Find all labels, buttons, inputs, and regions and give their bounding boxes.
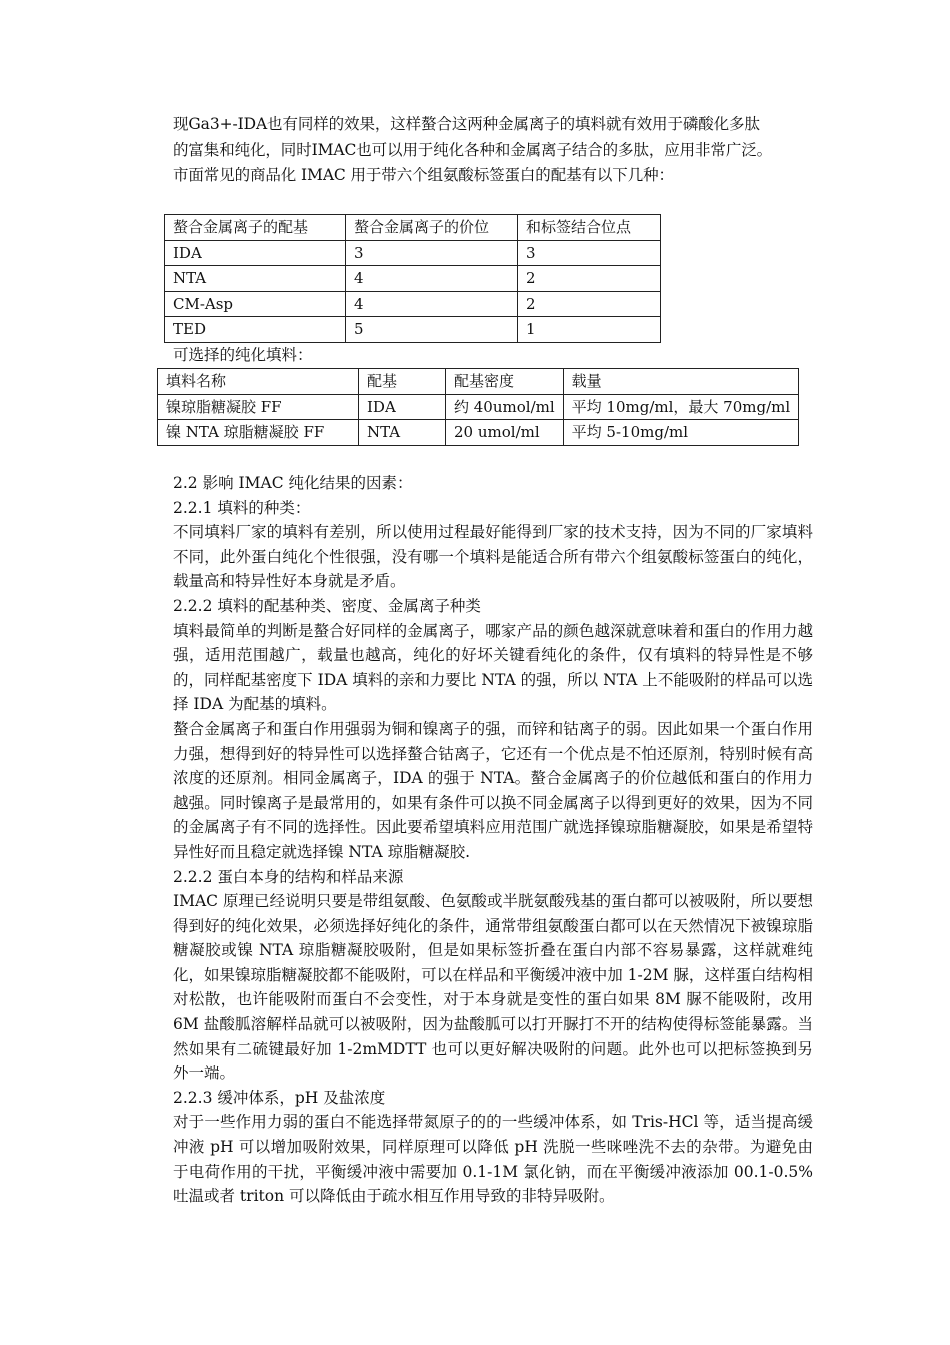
table-row xyxy=(165,291,661,317)
table-cell: 20 umol/ml xyxy=(446,420,564,446)
table-cell: 4 xyxy=(346,291,518,317)
table-row xyxy=(165,266,661,292)
table-cell: 5 xyxy=(346,317,518,343)
table-cell: IDA xyxy=(359,394,446,420)
table-cell: TED xyxy=(165,317,346,343)
table-cell: 3 xyxy=(518,240,661,266)
table-header-cell: 配基 xyxy=(359,369,446,395)
table-cell: 镍 NTA 琼脂糖凝胶 FF xyxy=(158,420,359,446)
paragraph: 螯合金属离子和蛋白作用强弱为铜和镍离子的强，而锌和钴离子的弱。因此如果一个蛋白作用力强，想得到好的特异性可以选择螯合钴离子，它还有一个优点是不怕还原剂，特别时候有高浓度的还原剂。相同金属离子，IDA 的强于 NTA。螯合金属离子的价位越低和蛋白的作用力越强。同时镍离子是最常用的，如果有条件可以换不同金属离子以得到更好的效果，因为不同的金属离子有不同的选择性。因此要希望填料应用范围广就选择镍琼脂糖凝胶，如果是希望特异性好而且稳定就选择镍 NTA 琼脂糖凝胶. xyxy=(173,719,813,861)
table-header-cell: 和标签结合位点 xyxy=(518,215,661,241)
table-cell: CM-Asp xyxy=(165,291,346,317)
intro-line: 市面常见的商品化 IMAC 用于带六个组氨酸标签蛋白的配基有以下几种： xyxy=(173,166,674,184)
table-cell: 2 xyxy=(518,266,661,292)
table-cell: NTA xyxy=(165,266,346,292)
paragraph: IMAC 原理已经说明只要是带组氨酸、色氨酸或半胱氨酸残基的蛋白都可以被吸附，所以要想得到好的纯化效果，必须选择好纯化的条件，通常带组氨酸蛋白都可以在天然情况下被镍琼脂糖凝胶或镍 NTA 琼脂糖凝胶吸附，但是如果标签折叠在蛋白内部不容易暴露，这样就难纯化，如果镍琼脂糖凝胶都不能吸附，可以在样品和平衡缓冲液中加 1-2M 脲，这样蛋白结构相对松散，也许能吸附而蛋白不会变性，对于本身就是变性的蛋白如果 8M 脲不能吸附，改用 6M 盐酸胍溶解样品就可以被吸附，因为盐酸胍可以打开脲打不开的结构使得标签能暴露。当然如果有二硫键最好加 1-2mMDTT 也可以更好解决吸附的问题。此外也可以把标签换到另外一端。 xyxy=(173,892,813,1083)
ligand-table xyxy=(164,214,661,343)
table-header-cell: 螯合金属离子的价位 xyxy=(346,215,518,241)
paragraph: 对于一些作用力弱的蛋白不能选择带氮原子的的一些缓冲体系，如 Tris-HCl 等，适当提高缓冲液 pH 可以增加吸附效果，同样原理可以降低 pH 洗脱一些咪唑洗不去的杂带。为避免由于电荷作用的干扰，平衡缓冲液中需要加 0.1-1M 氯化钠，而在平衡缓冲液添加 00.1-0.5%吐温或者 triton 可以降低由于疏水相互作用导致的非特异吸附。 xyxy=(173,1113,813,1206)
table-header-cell: 配基密度 xyxy=(446,369,564,395)
table-cell: 3 xyxy=(346,240,518,266)
subsection-heading: 2.2.2 填料的配基种类、密度、金属离子种类 xyxy=(173,596,481,615)
table-header-cell: 载量 xyxy=(563,369,799,395)
table-header-cell: 螯合金属离子的配基 xyxy=(165,215,346,241)
table-row xyxy=(165,317,661,343)
table-header-row xyxy=(165,215,661,241)
subsection-heading: 2.2.2 蛋白本身的结构和样品来源 xyxy=(173,867,404,886)
intro-line: 的富集和纯化，同时IMAC也可以用于纯化各种和金属离子结合的多肽，应用非常广泛。 xyxy=(173,140,773,159)
table-cell: NTA xyxy=(359,420,446,446)
table-cell: 平均 5-10mg/ml xyxy=(563,420,799,446)
table-row xyxy=(165,240,661,266)
subsection-heading: 2.2.1 填料的种类： xyxy=(173,498,311,517)
subsection-heading: 2.2.3 缓冲体系，pH 及盐浓度 xyxy=(173,1088,386,1107)
table-cell: 2 xyxy=(518,291,661,317)
table-cell: 1 xyxy=(518,317,661,343)
intro-line: 现Ga3+-IDA也有同样的效果，这样螯合这两种金属离子的填料就有效用于磷酸化多肽 xyxy=(173,115,760,133)
table-cell: 镍琼脂糖凝胶 FF xyxy=(158,394,359,420)
table-caption: 可选择的纯化填料： xyxy=(173,346,313,364)
table-cell: 4 xyxy=(346,266,518,292)
table-cell: 约 40umol/ml xyxy=(446,394,564,420)
table-header-row xyxy=(158,369,799,395)
resin-table xyxy=(157,368,799,446)
table-cell: IDA xyxy=(165,240,346,266)
paragraph: 填料最简单的判断是螯合好同样的金属离子，哪家产品的颜色越深就意味着和蛋白的作用力越强，适用范围越广，载量也越高，纯化的好坏关键看纯化的条件，仅有填料的特异性是不够的，同样配基密度下 IDA 填料的亲和力要比 NTA 的强，所以 NTA 上不能吸附的样品可以选择 IDA 为配基的填料。 xyxy=(173,621,813,714)
body-text xyxy=(173,471,813,1209)
section-heading: 2.2 影响 IMAC 纯化结果的因素： xyxy=(173,474,413,492)
paragraph: 不同填料厂家的填料有差别，所以使用过程最好能得到厂家的技术支持，因为不同的厂家填料不同，此外蛋白纯化个性很强，没有哪一个填料是能适合所有带六个组氨酸标签蛋白的纯化，载量高和特异性好本身就是矛盾。 xyxy=(173,523,813,591)
table-cell: 平均 10mg/ml，最大 70mg/ml xyxy=(563,394,799,420)
intro-paragraph xyxy=(173,112,813,189)
table-header-cell: 填料名称 xyxy=(158,369,359,395)
table-row xyxy=(158,420,799,446)
table-row xyxy=(158,394,799,420)
